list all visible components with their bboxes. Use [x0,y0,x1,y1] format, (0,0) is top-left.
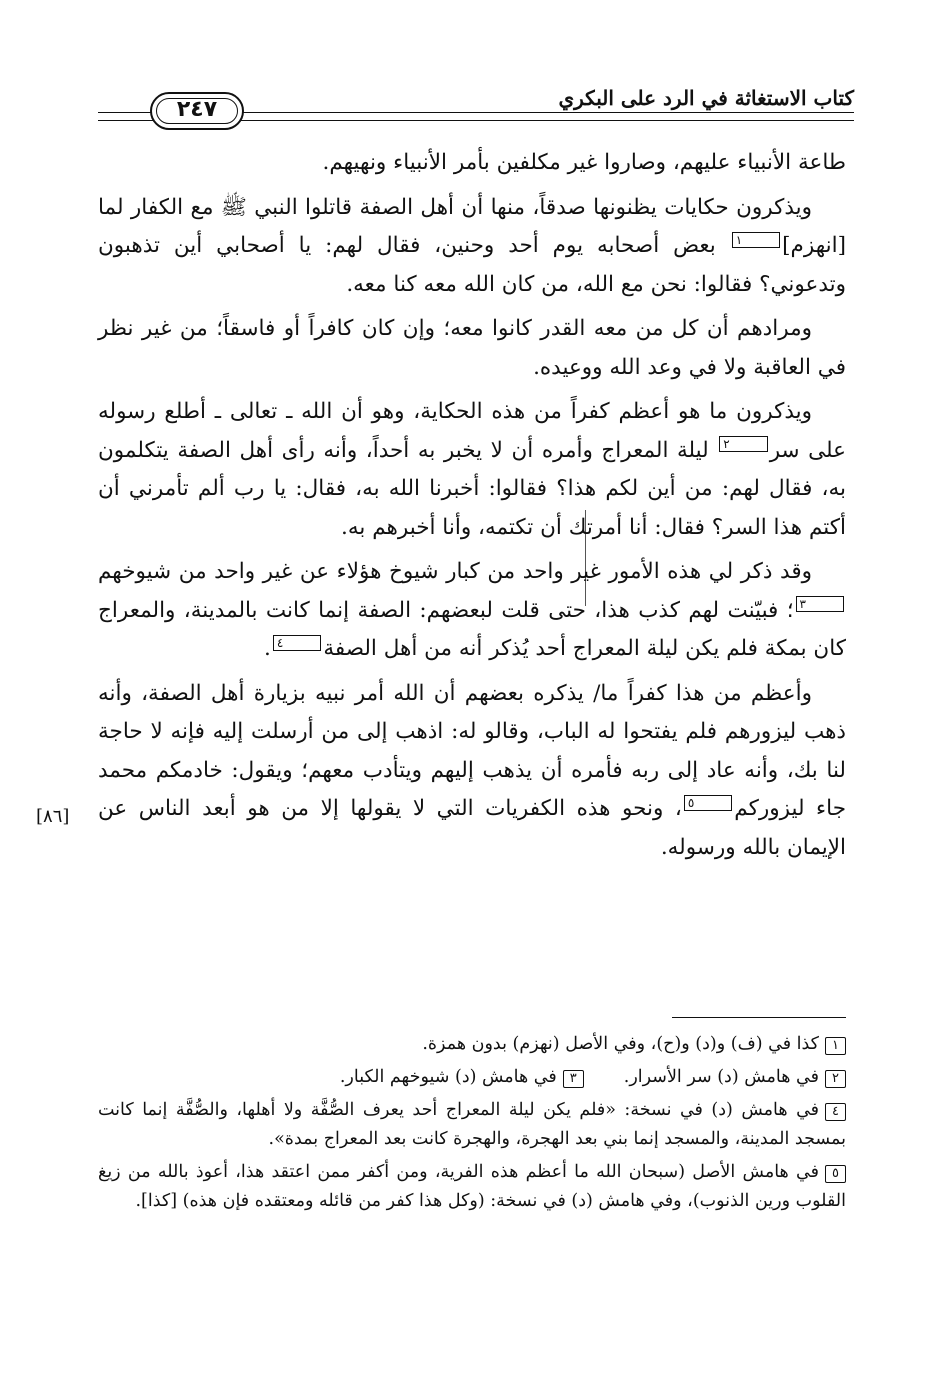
footnote-ref-4[interactable]: ٤ [273,635,321,651]
paragraph-text: ؛ فبيّنت لهم كذب هذا، حتى قلت لبعضهم: الصفة إنما كانت بالمدينة، والمعراج كان بمكة فلم يكن ليلة المعراج أحد يُذكر أنه من أهل الصفة [98,597,846,661]
main-text [98,144,846,873]
footnote-row-2-3 [98,1063,846,1092]
paragraph-text: ويذكرون حكايات يظنونها صدقاً، منها أن أهل الصفة قاتلوا النبي ﷺ مع الكفار لما [انهزم] [98,194,846,258]
footnote-4 [98,1096,846,1154]
footnote-text: في هامش الأصل (سبحان الله ما أعظم هذه الفرية، ومن أكفر ممن اعتقد هذا، أعوذ بالله من زيغ القلوب ورين الذنوب)، وفي هامش (د) في نسخة: (وكل هذا كفر من قائله ومعتقده فإن هذه) [كذا]. [98,1162,846,1211]
footnote-5 [98,1158,846,1216]
footnote-text: في هامش (د) سر الأسرار. [623,1067,820,1087]
footnote-number: ٣ [563,1070,584,1088]
footnote-number: ٢ [825,1070,846,1088]
footnote-2 [624,1063,846,1092]
paragraph-2 [98,189,846,305]
footnote-text: في هامش (د) شيوخهم الكبار. [339,1067,557,1087]
paragraph-text: بعض أصحابه يوم أحد وحنين، فقال لهم: يا أصحابي أين تذهبون وتدعوني؟ فقالوا: نحن مع الله، من كان الله معه كنا معه. [98,233,846,297]
paragraph-text: طاعة الأنبياء عليهم، وصاروا غير مكلفين بأمر الأنبياء ونهيهم. [322,150,846,175]
footnote-ref-1[interactable]: ١ [732,232,780,248]
footnotes [98,1030,846,1220]
paragraph-text: وقد ذكر لي هذه الأمور غير واحد من كبار شيوخ هؤلاء عن غير واحد من شيوخهم [98,559,812,584]
paragraph-text: ليلة المعراج وأمره أن لا يخبر به أحداً، وأنه رأى أهل الصفة يتكلمون به، فقال لهم: من أين لكم هذا؟ فقالوا: أخبرنا الله به، فقال: يا رب ألم تأمرني أن أكتم هذا السر؟ فقال: أنا أمرتك أن تكتمه، وأنا أخبرهم به. [98,437,846,540]
footnote-1 [98,1030,846,1059]
manuscript-folio-marker: [٨٦] [36,806,70,827]
paragraph-6 [98,675,846,868]
paragraph-text: وأعظم من هذا كفراً ما/ يذكره بعضهم أن الله أمر نبيه بزيارة أهل الصفة، وأنه ذهب ليزورهم فلم يفتحوا له الباب، وقالو له: اذهب إلى من أرسلت إليه فإنه لا حاجة لنا بك، وأنه عاد إلى ربه فأمره أن يذهب إليهم ويتأدب معهم؛ ويقول: خادمكم محمد جاء ليزوركم [98,680,846,821]
footnote-number: ١ [825,1037,846,1055]
paragraph-text: ، ونحو هذه الكفريات التي لا يقولها إلا من هو أبعد الناس عن الإيمان بالله ورسوله. [98,796,846,860]
footnote-number: ٥ [825,1165,846,1183]
footnote-3 [340,1063,584,1092]
footnote-ref-2[interactable]: ٢ [719,436,767,452]
footnote-ref-3[interactable]: ٣ [796,596,844,612]
paragraph-3 [98,310,846,387]
footnote-text: كذا في (ف) و(د) و(ح)، وفي الأصل (نهزم) بدون همزة. [422,1034,820,1054]
page-number: ٢٤٧ [150,92,244,130]
footnote-separator [672,1017,846,1018]
paragraph-text: ومرادهم أن كل من معه القدر كانوا معه؛ وإن كان كافراً أو فاسقاً؛ من غير نظر في العاقبة ولا في وعد الله ووعيده. [98,316,846,380]
footnote-text: في هامش (د) في نسخة: «فلم يكن ليلة المعراج أحد يعرف الصُّفَّة ولا أهلها، والصُّفَّة إنما كانت بمسجد المدينة، والمسجد إنما بني بعد الهجرة، والهجرة كانت بعد المعراج بمدة». [98,1100,846,1149]
book-title: كتاب الاستغاثة في الرد على البكري [558,86,854,110]
footnote-number: ٤ [825,1103,846,1121]
footnote-ref-5[interactable]: ٥ [684,795,732,811]
paragraph-1 [98,144,846,183]
page-header [98,78,854,128]
paragraph-text: . [264,636,271,661]
paragraph-text: ويذكرون ما هو أعظم كفراً من هذه الحكاية، وهو أن الله ـ تعالى ـ أطلع رسوله على سر [98,399,846,463]
paragraph-4 [98,393,846,547]
paragraph-5 [98,553,846,669]
